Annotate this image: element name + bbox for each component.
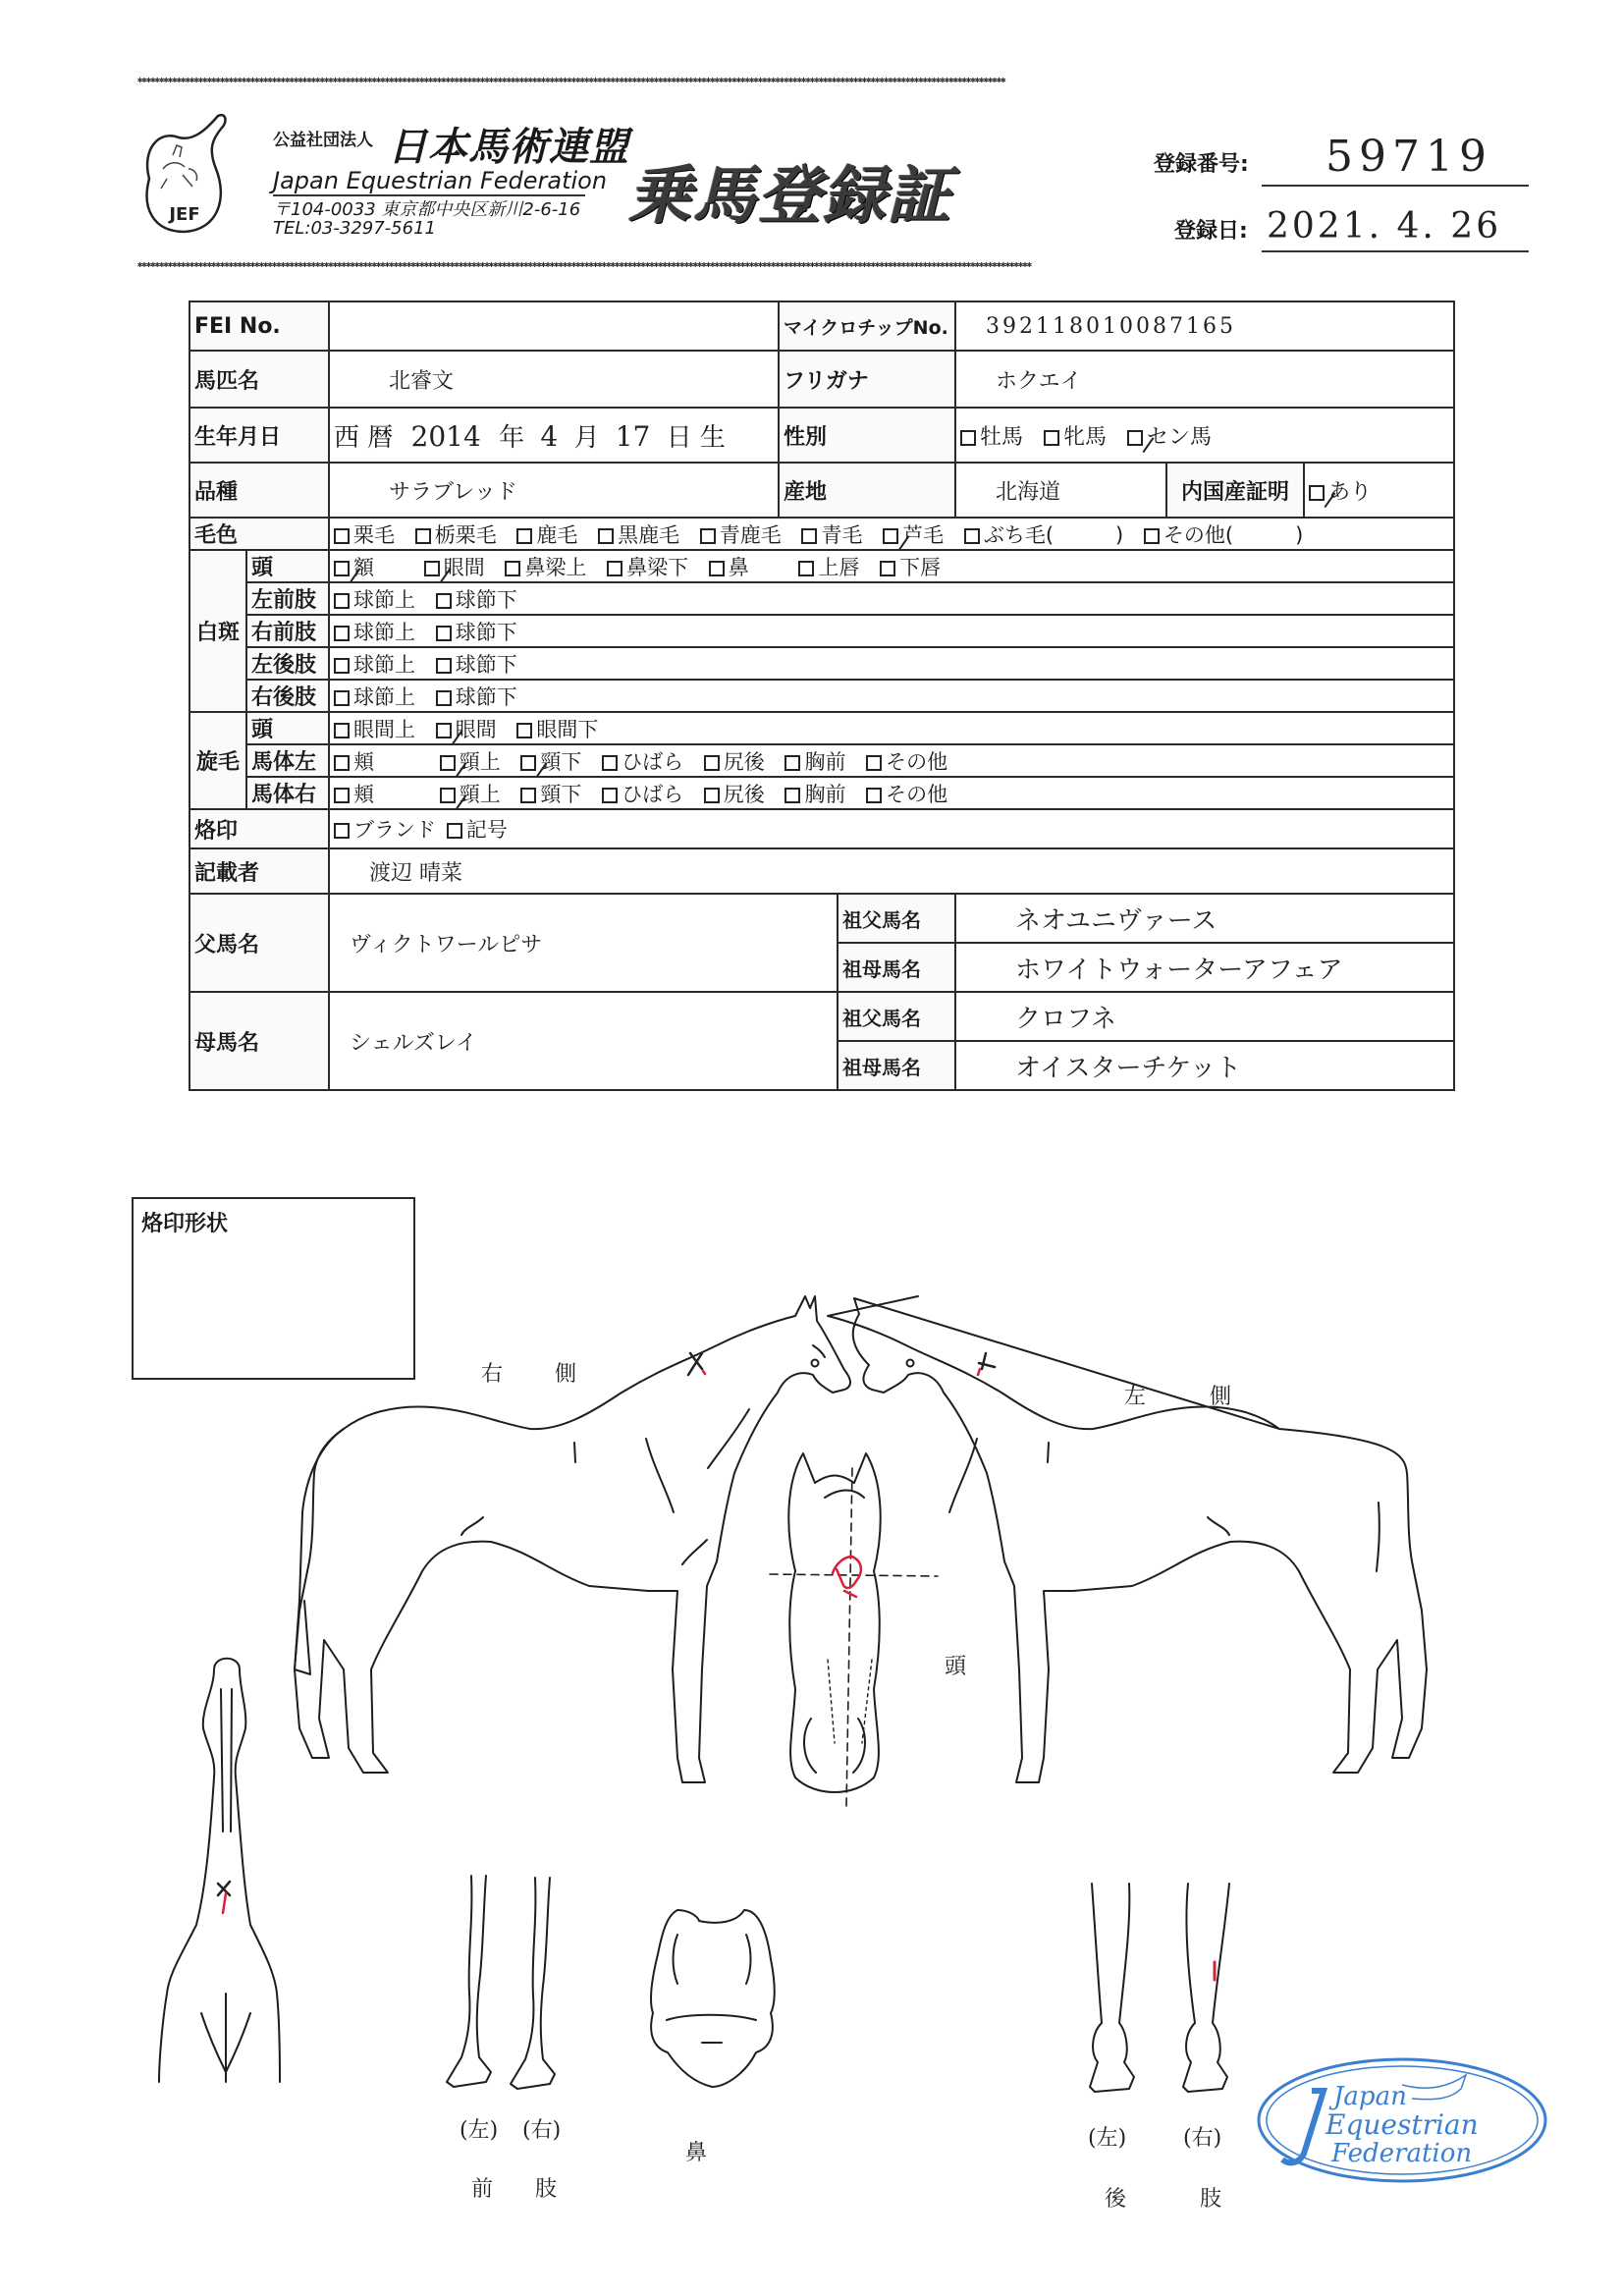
forelimb-label-1: 前 [471,2177,494,2202]
left-side-label-1: 左 [1124,1385,1147,1409]
horse-left-side-figure [828,1296,1427,1782]
left-side-label-2: 側 [1210,1385,1232,1409]
coat-option-dark-bay[interactable]: 黒鹿毛 [598,519,679,549]
registration-date-label: 登録日: [1174,219,1248,244]
forelimb-right-figure [511,1878,555,2089]
coat-color-label: 毛色 [189,518,329,550]
white-head-lower-nasal[interactable]: 鼻梁下 [607,552,688,581]
hindlimb-right-figure [1183,1884,1229,2092]
furigana-label: フリガナ [779,351,955,408]
mark-x-left-neck [979,1353,995,1369]
white-part-right-fore: 右前肢 [246,615,329,647]
domestic-cert-label: 内国産証明 [1166,463,1304,518]
dam-granddam-label: 祖母馬名 [838,1041,955,1090]
right-side-label-1: 右 [481,1362,504,1387]
white-head-upper-lip[interactable]: 上唇 [798,552,859,581]
forelimb-right-label: (右) [522,2118,562,2143]
hindlimb-label-2: 肢 [1200,2187,1222,2212]
svg-text:JEF: JEF [169,204,200,225]
option-below-fetlock[interactable]: 球節下 [436,682,517,711]
whorl-between-eyes[interactable]: 眼間 [436,714,497,743]
head-center-guides [770,1468,938,1807]
option-above-fetlock[interactable]: 球節上 [334,649,415,679]
mark-head-whorl [833,1557,861,1597]
horse-name-label: 馬匹名 [189,351,329,408]
birth-month: 4 [540,419,559,453]
breed-label: 品種 [189,463,329,518]
coat-option-bay[interactable]: 鹿毛 [516,519,577,549]
org-name-ja: 日本馬術連盟 [388,125,629,170]
dam-granddam-value: オイスターチケット [955,1041,1454,1090]
birth-era: 西 暦 [334,422,394,453]
option-below-fetlock[interactable]: 球節下 [436,649,517,679]
origin-label: 産地 [779,463,955,518]
org-type: 公益社団法人 [273,131,373,150]
domestic-cert-option[interactable]: あり [1304,463,1454,518]
coat-option-dark-chestnut[interactable]: 栃栗毛 [415,519,497,549]
registration-number-label: 登録番号: [1154,152,1249,177]
option-below-fetlock[interactable]: 球節下 [436,617,517,646]
whorl-part-body-left: 馬体左 [246,744,329,777]
hindlimb-label-1: 後 [1105,2187,1127,2212]
whorl-upper-neck[interactable]: 頸上 [440,779,501,808]
whorl-chest[interactable]: 胸前 [784,746,845,776]
svg-text:Equestrian: Equestrian [1325,2108,1479,2141]
breed-value: サラブレッド [329,463,779,518]
svg-text:Federation: Federation [1331,2139,1473,2168]
white-head-upper-nasal[interactable]: 鼻梁上 [505,552,586,581]
address-line: 〒104-0033 東京都中央区新川2-6-16 [273,199,581,220]
sire-label: 父馬名 [189,894,329,992]
white-part-left-fore: 左前肢 [246,582,329,615]
birth-month-suffix: 月 [573,422,600,453]
option-above-fetlock[interactable]: 球節上 [334,584,415,614]
forelimb-label-2: 肢 [535,2177,558,2202]
fei-no-label: FEI No. [189,301,329,351]
right-side-label-2: 側 [555,1362,577,1387]
furigana-value: ホクエイ [955,351,1454,408]
whorl-marks [218,1353,1215,1980]
whorl-cheek[interactable]: 頬 [334,746,374,776]
coat-option-chestnut[interactable]: 栗毛 [334,519,395,549]
coat-option-pinto[interactable]: ぶち毛( ) [964,519,1123,549]
head-label: 頭 [945,1655,967,1679]
brand-option-brand[interactable]: ブランド [334,814,436,844]
white-head-lower-lip[interactable]: 下唇 [880,552,941,581]
whorl-cheek[interactable]: 頬 [334,779,374,808]
whorl-lower-neck[interactable]: 頸下 [520,779,581,808]
whorl-upper-neck[interactable]: 頸上 [440,746,501,776]
whorl-part-head: 頭 [246,712,329,744]
jef-official-stamp [1255,2055,1549,2188]
whorl-part-body-right: 馬体右 [246,777,329,809]
whorl-chest[interactable]: 胸前 [784,779,845,808]
white-head-nose[interactable]: 鼻 [709,552,749,581]
svg-text:Japan: Japan [1333,2082,1407,2111]
white-markings-label: 白斑 [189,550,246,712]
birth-day: 17 [615,419,651,453]
dam-value: シェルズレイ [329,992,838,1090]
white-head-forehead[interactable]: 額 [334,552,374,581]
whorl-rump[interactable]: 尻後 [704,746,765,776]
birth-year: 2014 [410,419,481,453]
sex-label: 性別 [779,408,955,463]
whorls-label: 旋毛 [189,712,246,809]
white-head-between-eyes[interactable]: 眼間 [424,552,485,581]
forelimb-left-label: (左) [460,2118,499,2143]
horse-neck-top-figure [159,1659,280,2082]
jef-stamp-icon [1255,2055,1549,2188]
tel-line: TEL:03-3297-5611 [273,218,436,239]
sire-grandsire-value: ネオユニヴァース [955,894,1454,943]
dam-grandsire-value: クロフネ [955,992,1454,1041]
brand-label: 烙印 [189,809,329,848]
birth-day-suffix: 日 生 [666,422,726,453]
whorl-other[interactable]: その他 [866,746,947,776]
registration-number: 59719 [1325,132,1492,182]
hindlimb-left-figure [1090,1884,1134,2092]
birth-year-suffix: 年 [499,422,525,453]
brand-shape-label: 烙印形状 [141,1212,229,1236]
option-above-fetlock[interactable]: 球節上 [334,682,415,711]
sire-granddam-value: ホワイトウォーターアフェア [955,943,1454,992]
decorative-star-rule-top: ✱✱✱✱✱✱✱✱✱✱✱✱✱✱✱✱✱✱✱✱✱✱✱✱✱✱✱✱✱✱✱✱✱✱✱✱✱✱✱✱✱✱✱✱✱✱✱✱✱✱✱✱✱✱✱✱✱✱✱✱✱✱✱✱✱✱✱✱✱✱✱✱✱✱✱✱✱✱✱✱✱✱✱✱✱✱✱✱✱✱✱✱✱✱✱✱✱✱✱✱✱✱✱✱✱✱✱✱✱✱✱✱✱✱✱✱✱✱✱✱✱✱✱✱✱✱✱✱✱✱✱✱✱✱✱✱✱✱✱✱✱✱✱✱✱✱✱✱✱✱✱✱✱✱✱✱✱✱✱✱✱✱✱✱✱✱✱✱✱✱✱✱✱✱✱✱✱✱✱✱✱✱✱✱✱✱✱✱✱✱✱✱✱✱✱✱✱✱✱✱ [137,77,1005,84]
whorl-above-eyes[interactable]: 眼間上 [334,714,415,743]
decorative-star-rule-bottom: ✱✱✱✱✱✱✱✱✱✱✱✱✱✱✱✱✱✱✱✱✱✱✱✱✱✱✱✱✱✱✱✱✱✱✱✱✱✱✱✱✱✱✱✱✱✱✱✱✱✱✱✱✱✱✱✱✱✱✱✱✱✱✱✱✱✱✱✱✱✱✱✱✱✱✱✱✱✱✱✱✱✱✱✱✱✱✱✱✱✱✱✱✱✱✱✱✱✱✱✱✱✱✱✱✱✱✱✱✱✱✱✱✱✱✱✱✱✱✱✱✱✱✱✱✱✱✱✱✱✱✱✱✱✱✱✱✱✱✱✱✱✱✱✱✱✱✱✱✱✱✱✱✱✱✱✱✱✱✱✱✱✱✱✱✱✱✱✱✱✱✱✱✱✱✱✱✱✱✱✱✱✱✱✱✱✱✱✱✱✱✱✱✱✱✱✱✱✱✱✱✱✱✱✱✱✱ [137,261,1032,269]
hindlimb-left-label: (左) [1088,2126,1127,2151]
whorl-other[interactable]: その他 [866,779,947,808]
microchip-value: 392118010087165 [955,301,1454,351]
dam-grandsire-label: 祖父馬名 [838,992,955,1041]
white-part-head: 頭 [246,550,329,582]
microchip-label: マイクロチップNo. [779,301,955,351]
whorl-below-eyes[interactable]: 眼間下 [516,714,598,743]
mark-x-neck-top [218,1882,230,1895]
white-part-left-hind: 左後肢 [246,647,329,680]
sire-value: ヴィクトワールピサ [329,894,838,992]
coat-option-grey[interactable]: 芦毛 [883,519,944,549]
whorl-lower-neck[interactable]: 頸下 [520,746,581,776]
hindlimb-right-label: (右) [1183,2126,1222,2151]
sex-option-mare[interactable]: 牝馬 [1044,420,1107,451]
coat-option-brown[interactable]: 青鹿毛 [700,519,782,549]
option-above-fetlock[interactable]: 球節上 [334,617,415,646]
whorl-flank[interactable]: ひばら [602,746,683,776]
whorl-rump[interactable]: 尻後 [704,779,765,808]
sex-option-gelding[interactable]: セン馬 [1127,420,1212,451]
registration-date: 2021. 4. 26 [1267,206,1502,246]
dam-label: 母馬名 [189,992,329,1090]
option-below-fetlock[interactable]: 球節下 [436,584,517,614]
white-part-right-hind: 右後肢 [246,680,329,712]
horse-name-value: 北睿文 [329,351,779,408]
coat-option-other[interactable]: その他( ) [1144,519,1303,549]
recorder-label: 記載者 [189,848,329,894]
forelimb-left-figure [447,1876,491,2087]
whorl-flank[interactable]: ひばら [602,779,683,808]
sire-granddam-label: 祖母馬名 [838,943,955,992]
nose-label: 鼻 [685,2141,708,2165]
origin-value: 北海道 [955,463,1166,518]
sex-option-stallion[interactable]: 牡馬 [960,420,1023,451]
coat-option-black[interactable]: 青毛 [801,519,862,549]
document-title: 乗馬登録証 [628,160,952,233]
nose-front-figure [651,1910,775,2087]
sire-grandsire-label: 祖父馬名 [838,894,955,943]
brand-option-mark[interactable]: 記号 [447,814,508,844]
recorder-value: 渡辺 晴菜 [329,848,1454,894]
birth-date-label: 生年月日 [189,408,329,463]
org-name-en: Japan Equestrian Federation [273,167,608,194]
